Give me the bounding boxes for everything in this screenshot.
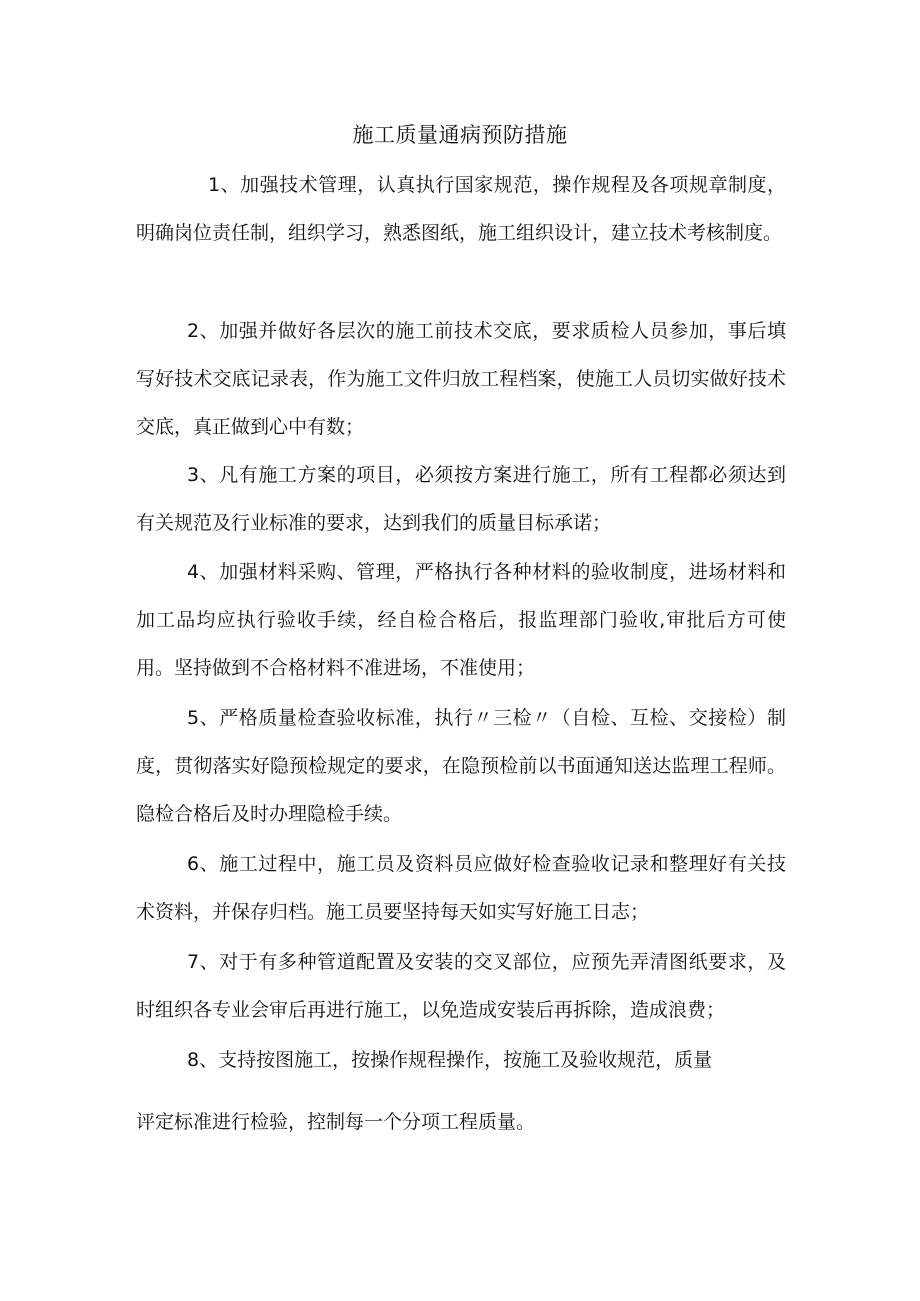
paragraph-4: 4、加强材料采购、管理，严格执行各种材料的验收制度，进场材料和加工品均应执行验收手续，经自检合格后，报监理部门验收,审批后方可使用。坚持做到不合格材料不准进场，不准使用； [136,561,786,679]
paragraph-2: 2、加强并做好各层次的施工前技术交底，要求质检人员参加，事后填写好技术交底记录表，作为施工文件归放工程档案，使施工人员切实做好技术交底，真正做到心中有数； [136,320,786,438]
paragraph-1: 1、加强技术管理，认真执行国家规范，操作规程及各项规章制度，明确岗位责任制，组织学习，熟悉图纸，施工组织设计，建立技术考核制度。 [136,174,786,244]
paragraph-5: 5、严格质量检查验收标准，执行〃三检〃（自检、互检、交接检）制度，贯彻落实好隐预检规定的要求，在隐预检前以书面通知送达监理工程师。隐检合格后及时办理隐检手续。 [136,707,786,825]
document-title: 施工质量通病预防措施 [352,123,568,147]
paragraph-8-line-2: 评定标准进行检验，控制每一个分项工程质量。 [136,1111,536,1133]
paragraph-3: 3、凡有施工方案的项目，必须按方案进行施工，所有工程都必须达到有关规范及行业标准的要求，达到我们的质量目标承诺； [136,464,786,534]
paragraph-8-line-1: 8、支持按图施工，按操作规程操作，按施工及验收规范，质量 [187,1049,713,1071]
paragraph-7: 7、对于有多种管道配置及安装的交叉部位，应预先弄清图纸要求，及时组织各专业会审后再进行施工，以免造成安装后再拆除，造成浪费； [136,951,786,1021]
paragraph-6: 6、施工过程中，施工员及资料员应做好检查验收记录和整理好有关技术资料，并保存归档。施工员要坚持每天如实写好施工日志； [136,853,786,923]
